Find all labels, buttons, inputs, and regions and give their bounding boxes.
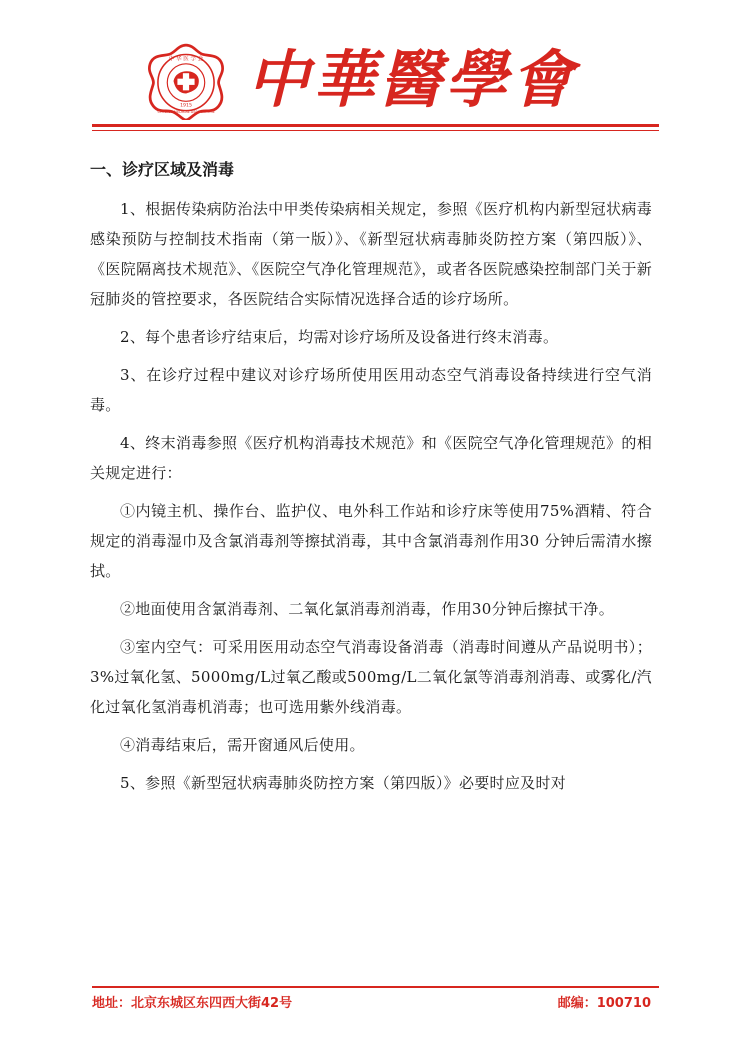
paragraph-1: 1、根据传染病防治法中甲类传染病相关规定，参照《医疗机构内新型冠状病毒感染预防与控制技术指南（第一版）》、《新型冠状病毒肺炎防控方案（第四版）》、《医院隔离技术规范》、《医院空气净化管理规范》，或者各医院感染控制部门关于新冠肺炎的管控要求，各医院结合实际情况选择合适的诊疗场所。 <box>90 200 652 308</box>
paragraph-5: 5、参照《新型冠状病毒肺炎防控方案（第四版）》必要时应及时对 <box>120 774 567 792</box>
footer-divider <box>92 986 659 988</box>
letterhead <box>0 0 750 135</box>
footer-address: 地址：北京东城区东四西大街42号 <box>92 996 293 1011</box>
document-body <box>90 158 652 806</box>
paragraph-4-item-3: ③室内空气：可采用医用动态空气消毒设备消毒（消毒时间遵从产品说明书）；3%过氧化氢、5000mg/L过氧乙酸或500mg/L二氧化氯等消毒剂消毒、或雾化/汽化过氧化氢消毒机消毒；也可选用紫外线消毒。 <box>90 638 652 716</box>
paragraph-2: 2、每个患者诊疗结束后，均需对诊疗场所及设备进行终末消毒。 <box>120 328 559 346</box>
header-divider-thin <box>92 130 659 131</box>
svg-text:中 华 医 学 会: 中 华 医 学 会 <box>168 56 204 63</box>
paragraph-4-item-2: ②地面使用含氯消毒剂、二氧化氯消毒剂消毒，作用30分钟后擦拭干净。 <box>120 600 614 618</box>
section-title: 一、诊疗区域及消毒 <box>90 160 235 179</box>
brand-name: 中華醫學會 <box>247 43 578 116</box>
svg-text:1915: 1915 <box>180 103 192 109</box>
footer-postcode: 邮编：100710 <box>557 996 651 1011</box>
header-divider-thick <box>92 124 659 127</box>
association-logo-icon <box>147 42 225 120</box>
svg-text:CHINESE MEDICAL ASSOCIATION: CHINESE MEDICAL ASSOCIATION <box>157 109 215 114</box>
paragraph-4-item-4: ④消毒结束后，需开窗通风后使用。 <box>120 736 365 754</box>
footer <box>92 992 659 1016</box>
paragraph-4-item-1: ①内镜主机、操作台、监护仪、电外科工作站和诊疗床等使用75%酒精、符合规定的消毒湿巾及含氯消毒剂等擦拭消毒，其中含氯消毒剂作用30 分钟后需清水擦拭。 <box>90 502 652 580</box>
paragraph-4: 4、终末消毒参照《医疗机构消毒技术规范》和《医院空气净化管理规范》的相关规定进行： <box>90 434 652 482</box>
paragraph-3: 3、在诊疗过程中建议对诊疗场所使用医用动态空气消毒设备持续进行空气消毒。 <box>90 366 652 414</box>
